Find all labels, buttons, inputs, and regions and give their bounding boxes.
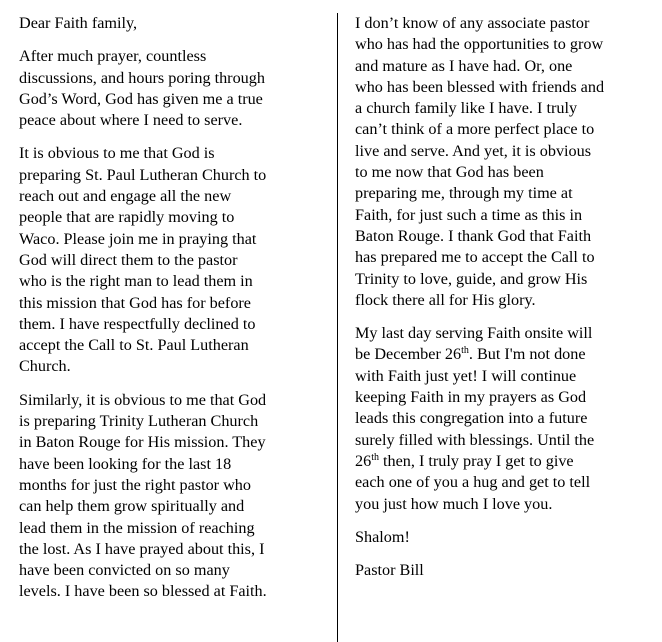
text-line: to me now that God has been [355, 163, 544, 182]
text-line: who has had the opportunities to grow [355, 35, 604, 54]
text-line-with-date [355, 344, 655, 365]
text-line: Similarly, it is obvious to me that God [19, 390, 267, 409]
text-line: is preparing Trinity Lutheran Church [19, 412, 259, 431]
text-line: Faith, for just such a time as this in [355, 205, 583, 224]
text-line: leads this congregation into a future [355, 409, 588, 428]
text-line: in Baton Rouge for His mission. They [19, 433, 266, 452]
text-line: lead them in the mission of reaching [19, 518, 255, 537]
text-line: levels. I have been so blessed at Faith. [19, 582, 267, 601]
ordinal-suffix: th [461, 345, 469, 357]
text-line: preparing St. Paul Lutheran Church to [19, 165, 267, 184]
text-line: people that are rapidly moving to [19, 208, 235, 227]
text-line: peace about where I need to serve. [19, 111, 243, 130]
ordinal-suffix: th [371, 451, 379, 463]
text-line: with Faith just yet! I will continue [355, 366, 577, 385]
text-line: keeping Faith in my prayers as God [355, 388, 587, 407]
text-line: this mission that God has for before [19, 293, 251, 312]
letter-document [0, 13, 662, 638]
text-line: flock there all for His glory. [355, 290, 536, 309]
text-line: Trinity to love, guide, and grow His [355, 269, 588, 288]
text-line: accept the Call to St. Paul Lutheran [19, 336, 249, 355]
left-column [19, 13, 319, 615]
text-line: can’t think of a more perfect place to [355, 120, 595, 139]
text-segment: be December 26 [355, 345, 462, 364]
text-line: Baton Rouge. I thank God that Faith [355, 226, 592, 245]
text-segment: 26 [355, 451, 372, 470]
text-line: My last day serving Faith onsite will [355, 324, 593, 343]
text-line: It is obvious to me that God is [19, 144, 215, 163]
right-column [355, 13, 655, 593]
text-line: who has been blessed with friends and [355, 77, 605, 96]
text-line: Church. [19, 357, 71, 376]
text-line: you just how much I love you. [355, 494, 553, 513]
text-line: live and serve. And yet, it is obvious [355, 141, 592, 160]
text-line: I don’t know of any associate pastor [355, 14, 590, 32]
text-line: have been convicted on so many [19, 561, 230, 580]
paragraph-prayer-peace [19, 46, 319, 131]
text-line: and mature as I have had. Or, one [355, 56, 573, 75]
text-segment: . But I'm not done [468, 345, 586, 364]
text-line: surely filled with blessings. Until the [355, 430, 595, 449]
paragraph-st-paul [19, 143, 319, 377]
text-line: preparing me, through my time at [355, 184, 573, 203]
column-divider [337, 13, 338, 642]
text-line: months for just the right pastor who [19, 475, 251, 494]
text-line: God’s Word, God has given me a true [19, 89, 263, 108]
text-line-with-date [355, 451, 655, 472]
text-line: Waco. Please join me in praying that [19, 229, 257, 248]
text-line: them. I have respectfully declined to [19, 314, 256, 333]
text-line: each one of you a hug and get to tell [355, 473, 591, 492]
text-line: has prepared me to accept the Call to [355, 248, 595, 267]
text-line: reach out and engage all the new [19, 187, 232, 206]
text-segment: then, I truly pray I get to give [378, 451, 574, 470]
text-line: the lost. As I have prayed about this, I [19, 539, 265, 558]
paragraph-trinity [19, 390, 319, 603]
paragraph-associate-pastor [355, 13, 655, 311]
paragraph-last-day [355, 323, 655, 515]
text-line: a church family like I have. I truly [355, 99, 578, 118]
text-line: can help them grow spiritually and [19, 497, 245, 516]
salutation: Dear Faith family, [19, 14, 138, 32]
signature: Pastor Bill [355, 561, 424, 580]
text-line: who is the right man to lead them in [19, 272, 253, 291]
closing: Shalom! [355, 527, 410, 546]
text-line: After much prayer, countless [19, 47, 207, 66]
text-line: have been looking for the last 18 [19, 454, 232, 473]
text-line: God will direct them to the pastor [19, 250, 238, 269]
text-line: discussions, and hours poring through [19, 68, 265, 87]
